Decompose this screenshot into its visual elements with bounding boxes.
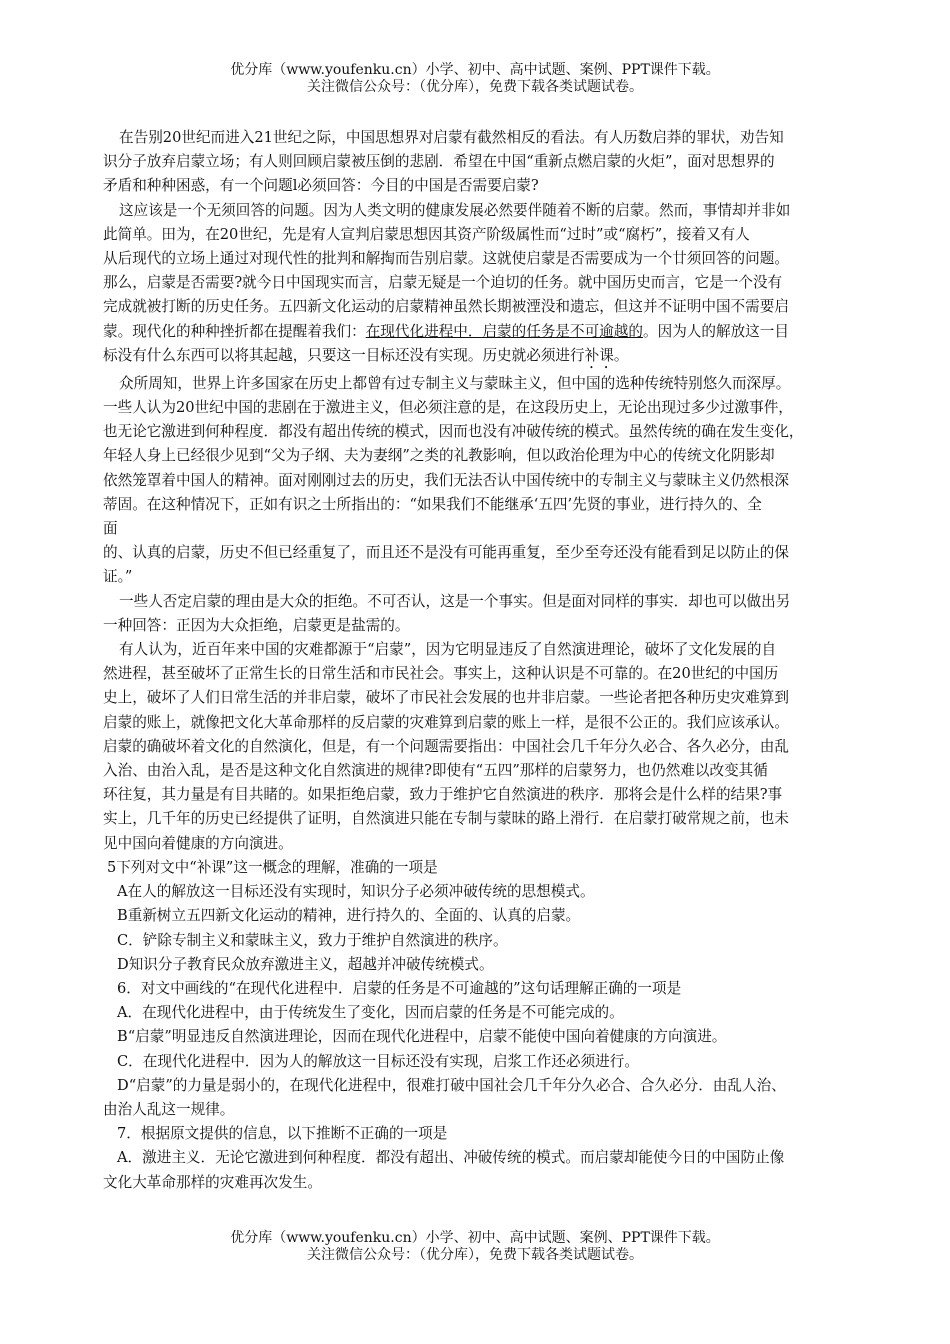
question-6-stem: 6．对文中画线的“在现代化进程中．启蒙的任务是不可逾越的”这句话理解正确的一项是 <box>117 979 682 997</box>
question-5-option-a: A在人的解放这一目标还没有实现时，知识分子必须冲破传统的思想模式。 <box>117 883 595 901</box>
paragraph-5-line: 入治、由治入乱，是否是这种文化自然演进的规律?即使有“五四”那样的启蒙努力，也仍然难以改变其循 <box>103 762 768 780</box>
page-header <box>0 62 950 96</box>
paragraph-4-line: 一些人否定启蒙的理由是大众的拒绝。不可否认，这是一个事实。但是面对同样的事实．却也可以做出另 <box>119 592 791 610</box>
header-line-2: 关注微信公众号：（优分库），免费下载各类试题试卷。 <box>307 79 643 95</box>
question-5-option-b: B重新树立五四新文化运动的精神，进行持久的、全面的、认真的启蒙。 <box>117 907 581 925</box>
question-5-option-d: D知识分子教育民众放弃激进主义，超越并冲破传统模式。 <box>117 955 494 973</box>
paragraph-2-line <box>103 344 895 372</box>
dotted-term: 补课 <box>584 346 614 364</box>
paragraph-2-line: 那么，启蒙是否需要?就今日中国现实而言，启蒙无疑是一个迫切的任务。就中国历史而言，它是一个没有 <box>103 274 783 292</box>
text-run: 。因为人的解放这一目 <box>643 322 789 340</box>
paragraph-3-line: 年轻人身上已经很少见到“父为子纲、夫为妻纲”之类的礼教影响，但以政治伦理为中心的传统文化阴影却 <box>103 447 775 465</box>
text-run: 蒙。现代化的种种挫折都在提醒着我们： <box>103 322 366 340</box>
paragraph-1-line: 矛盾和种种困惑，有一个问题l必须回答：今目的中国是否需要启蒙? <box>103 177 539 195</box>
question-5-stem: 5下列对文中“补课”这一概念的理解，准确的一项是 <box>107 858 438 876</box>
question-6-option-a: A．在现代化进程中，由于传统发生了变化，因而启蒙的任务是不可能完成的。 <box>117 1004 624 1022</box>
paragraph-5-line: 有人认为，近百年来中国的灾难都源于“启蒙”，因为它明显违反了自然演进理论，破坏了文化发展的自 <box>119 641 777 659</box>
question-6-option-b: B“启蒙”明显违反自然演进理论，因而在现代化进程中，启蒙不能使中国向着健康的方向演进。 <box>117 1028 727 1046</box>
paragraph-3-line: 一些人认为20世纪中国的悲剧在于激进主义，但必须注意的是，在这段历史上，无论出现过多少过激事件， <box>103 399 793 417</box>
paragraph-2-line: 此简单。田为，在20世纪，先是宥人宣判启蒙思想因其资产阶级属性而“过时”或“腐朽”，接着又有人 <box>103 225 750 243</box>
page-footer <box>0 1230 950 1264</box>
paragraph-2-line: 从后现代的立场上通过对现代性的批判和解掏而告别启蒙。这就使启蒙是否需要成为一个廿须回答的问题。 <box>103 250 789 268</box>
paragraph-2-line <box>103 320 895 344</box>
question-7-option-a: A．激进主义．无论它激进到何种程度．都没有超出、冲破传统的模式。而启蒙却能使今日的中国防止像 <box>117 1149 785 1167</box>
footer-line-1: 优分库（www.youfenku.cn）小学、初中、高中试题、案例、PPT课件下载。 <box>230 1230 720 1246</box>
paragraph-3-line: 证。” <box>103 568 133 586</box>
paragraph-3-line: 也无论它激进到何种程度．都没有超出传统的模式，因而也没有冲破传统的模式。虽然传统的确在发生变化， <box>103 423 804 441</box>
paragraph-3-line: 蒂固。在这种情况下，正如有识之士所指出的：“如果我们不能继承‘五四’先贤的事业，进行持久的、全 <box>103 495 762 513</box>
paragraph-3-line: 众所周知，世界上许多国家在历史上都曾有过专制主义与蒙昧主义，但中国的选种传统特别悠久而深厚。 <box>119 374 791 392</box>
question-7-stem: 7．根据原文提供的信息，以下推断不正确的一项是 <box>117 1125 448 1143</box>
text-run: 标没有什么东西可以将其起越，只要这一目标还没有实现。历史就必须进行 <box>103 346 585 364</box>
paragraph-3-line: 面 <box>103 520 118 538</box>
question-6-option-d-cont: 由治人乱这一规律。 <box>103 1100 235 1118</box>
paragraph-5-line: 史上，破坏了人们日常生活的并非启蒙，破坏了市民社会发展的也井非启蒙。一些论者把各种历史灾难算到 <box>103 689 789 707</box>
paragraph-5-line: 启蒙的确破坏着文化的自然演化，但是，有一个问题需要指出：中国社会几千年分久必合、各久必分，由乱 <box>103 737 789 755</box>
header-line-1: 优分库（www.youfenku.cn）小学、初中、高中试题、案例、PPT课件下载。 <box>230 62 720 78</box>
document-body <box>103 126 895 1195</box>
paragraph-5-line: 然进程，甚至破坏了正常生长的日常生活和市民社会。事实上，这种认识是不可靠的。在20世纪的中国历 <box>103 665 779 683</box>
paragraph-1-line: 在告别20世纪而进入21世纪之际，中国思想界对启蒙有截然相反的看法。有人历数启莽的罪状，劝告知 <box>119 129 784 146</box>
footer-line-2: 关注微信公众号：（优分库），免费下载各类试题试卷。 <box>307 1247 643 1263</box>
question-7-option-a-cont: 文化大革命那样的灾难再次发生。 <box>103 1173 322 1191</box>
question-6-option-c: C．在现代化进程中．因为人的解放这一目标还没有实现，启浆工作还必须进行。 <box>117 1052 639 1070</box>
paragraph-5-line: 见中国向着健康的方向演进。 <box>103 834 293 852</box>
paragraph-4-line: 一种回答：正因为大众拒绝，启蒙更是盐需的。 <box>103 616 410 634</box>
underlined-sentence: 在现代化进程中．启蒙的任务是不可逾越的 <box>365 322 643 340</box>
paragraph-3-line: 依然笼罩着中国人的精神。面对刚刚过去的历史，我们无法否认中国传统中的专制主义与蒙昧主义仍然根深 <box>103 471 789 489</box>
paragraph-2-line: 完成就被打断的历史任务。五四新文化运动的启蒙精神虽然长期被湮没和遗忘，但这并不证明中国不需要启 <box>103 298 789 316</box>
article <box>103 126 895 856</box>
paragraph-5-line: 环往复，其力量是有目共睹的。如果拒绝启蒙，致力于维护它自然演进的秩序．那将会是什么样的结果?事 <box>103 786 783 804</box>
text-run: 。 <box>613 346 629 364</box>
paragraph-2-line: 这应该是一个无须回答的问题。因为人类文明的健康发展必然要伴随着不断的启蒙。然而，事情却并非如 <box>119 201 791 219</box>
paragraph-3-line: 的、认真的启蒙，历史不但已经重复了，而且还不是没有可能再重复，至少至夸还没有能看到足以防止的保 <box>103 544 789 562</box>
question-5-option-c: C．铲除专制主义和蒙昧主义，致力于维护自然演进的秩序。 <box>117 931 508 949</box>
paragraph-5-line: 启蒙的账上，就像把文化大革命那样的反启蒙的灾难算到启蒙的账上一样，是很不公正的。我们应该承认。 <box>103 713 789 731</box>
paragraph-1-line: 识分子放弃启蒙立场；有人则回顾启蒙被压倒的悲剧．希望在中国“重新点燃启蒙的火炬”，面对思想界的 <box>103 153 775 171</box>
paragraph-5-line: 实上，几千年的历史已经提供了证明，自然演进只能在专制与蒙昧的路上滑行．在启蒙打破常规之前，也未 <box>103 810 789 828</box>
question-6-option-d: D“启蒙”的力量是弱小的，在现代化进程中，很难打破中国社会几千年分久必合、合久必分．由乱人治、 <box>117 1076 786 1094</box>
questions <box>103 856 895 1195</box>
